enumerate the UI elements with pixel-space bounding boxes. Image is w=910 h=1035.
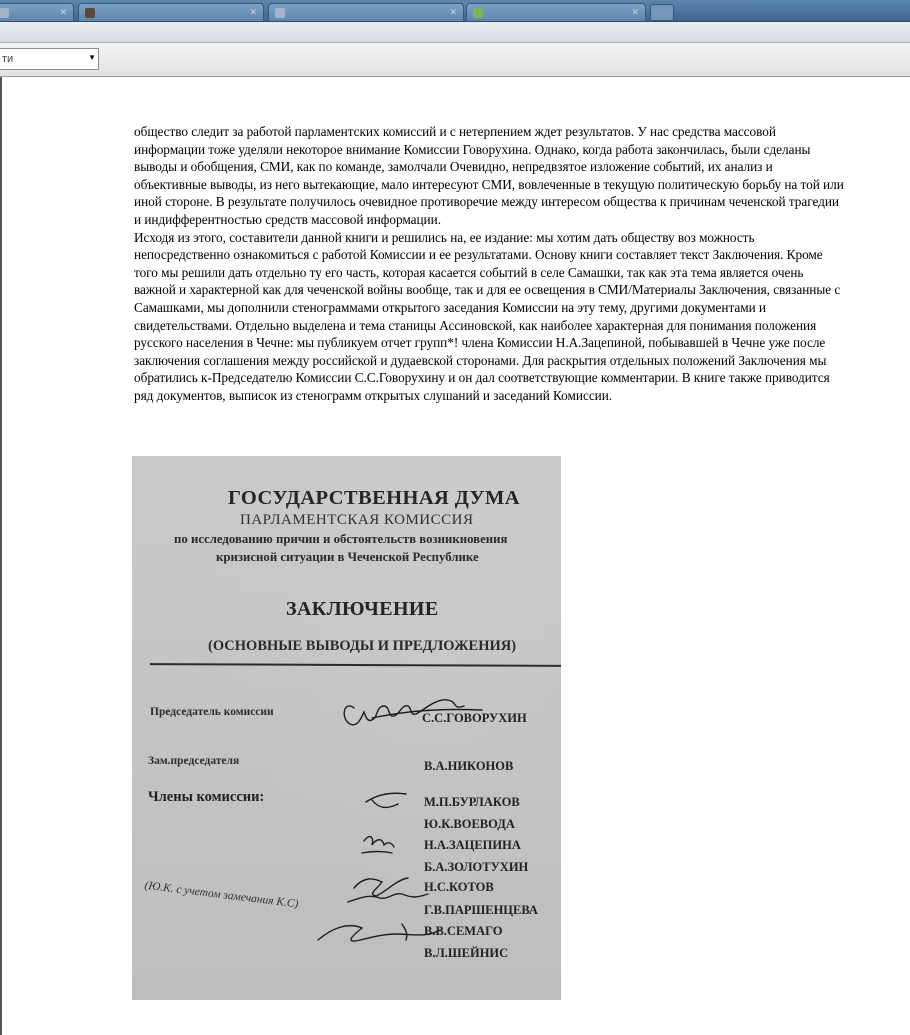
scan-subheading: (ОСНОВНЫЕ ВЫВОДЫ И ПРЕДЛОЖЕНИЯ): [208, 638, 517, 654]
deputy-name: В.А.НИКОНОВ: [424, 759, 514, 773]
paragraph: общество следит за работой парламентских комиссий и с нетерпением ждет результатов. У нас средства массовой информации тоже уделяли некоторое внимание Комиссии Говорухина. Однако, когда работа закончилась, были сделаны выводы и обобщения, СМИ, как по команде, замолчали Очевидно, непредвзятое изложение событий, их анализ и объективные выводы, из него вытекающие, мало интересуют СМИ, вовлеченные в текущую политическую борьбу на той или иной стороне. В результате получилось очевидное противоречие между интересом общества к причинам чеченской трагедии и индифферентностью средств массовой информации.: [134, 124, 844, 227]
select-value: ти: [2, 53, 14, 65]
browser-tab[interactable]: [0, 3, 74, 21]
deputy-label: Зам.председателя: [148, 755, 240, 767]
favicon-icon: [275, 8, 285, 18]
handwritten-signatures: [132, 456, 561, 1000]
favicon-icon: [85, 8, 95, 18]
member-name: Ю.К.ВОЕВОДА: [424, 817, 515, 831]
scan-subtitle: ПАРЛАМЕНТСКАЯ КОМИССИЯ: [240, 512, 474, 528]
handwritten-note: (Ю.К. с учетом замечания К.С): [143, 879, 299, 911]
browser-tab-strip: [0, 0, 910, 22]
scanned-title-page-image: [132, 456, 561, 1000]
browser-tab[interactable]: [268, 3, 464, 21]
browser-tab[interactable]: [466, 3, 646, 21]
new-tab-button[interactable]: [650, 4, 674, 21]
close-icon[interactable]: ✕: [449, 7, 457, 17]
encoding-select[interactable]: [0, 48, 99, 70]
chair-label: Председатель комиссии: [150, 706, 274, 718]
member-name: Н.С.КОТОВ: [424, 880, 494, 894]
dropdown-arrow-icon[interactable]: ▼: [88, 53, 96, 62]
find-bar: [0, 43, 910, 77]
chair-name: С.С.ГОВОРУХИН: [422, 711, 527, 725]
members-label: Члены комиссии:: [148, 789, 265, 805]
member-name: В.В.СЕМАГО: [424, 924, 503, 938]
close-icon[interactable]: ✕: [59, 7, 67, 17]
member-name: М.П.БУРЛАКОВ: [424, 795, 520, 809]
member-name: Б.А.ЗОЛОТУХИН: [424, 860, 529, 874]
close-icon[interactable]: ✕: [249, 7, 257, 17]
member-name: Н.А.ЗАЦЕПИНА: [424, 838, 521, 852]
favicon-icon: [473, 8, 483, 18]
member-name: В.Л.ШЕЙНИС: [424, 946, 509, 960]
favicon-icon: [0, 8, 9, 18]
document-text: [134, 123, 848, 405]
scan-line: по исследованию причин и обстоятельств возникновения: [174, 532, 508, 546]
scan-line: кризисной ситуации в Чеченской Республике: [216, 550, 479, 564]
member-name: Г.В.ПАРШЕНЦЕВА: [424, 903, 538, 917]
close-icon[interactable]: ✕: [631, 7, 639, 17]
scan-heading: ЗАКЛЮЧЕНИЕ: [286, 598, 439, 620]
browser-tab[interactable]: [78, 3, 264, 21]
browser-toolbar: [0, 22, 910, 43]
scan-title: ГОСУДАРСТВЕННАЯ ДУМА: [228, 487, 520, 509]
paragraph: Исходя из этого, составители данной книги и решились на, ее издание: мы хотим дать обществу воз можность непосредственно ознакомиться с работой Комиссии и ее результатами. Основу книги составляет текст Заключения. Кроме того мы решили дать отдельно ту его часть, которая касается событий в селе Самашки, так как эта тема является очень важной и характерной как для чеченской войны вообще, так и для ее освещения в СМИ/Материалы Заключения, связанные с Самашками, мы дополнили стенограммами открытого заседания Комиссии на эту тему, другими документами и свидетельствами. Отдельно выделена и тема станицы Ассиновской, как наиболее характерная для понимания положения русского населения в Чечне: мы публикуем отчет групп*! члена Комиссии Н.А.Зацепиной, побывавшей в Чечне уже после заключения соглашения между российской и дудаевской сторонами. Для раскрытия отдельных положений Заключения мы обратились к-Председателю Комиссии С.С.Говорухину и он дал соответствующие комментарии. В книге также приводится ряд документов, выписок из стенограмм открытых слушаний и заседаний Комиссии.: [134, 229, 841, 403]
